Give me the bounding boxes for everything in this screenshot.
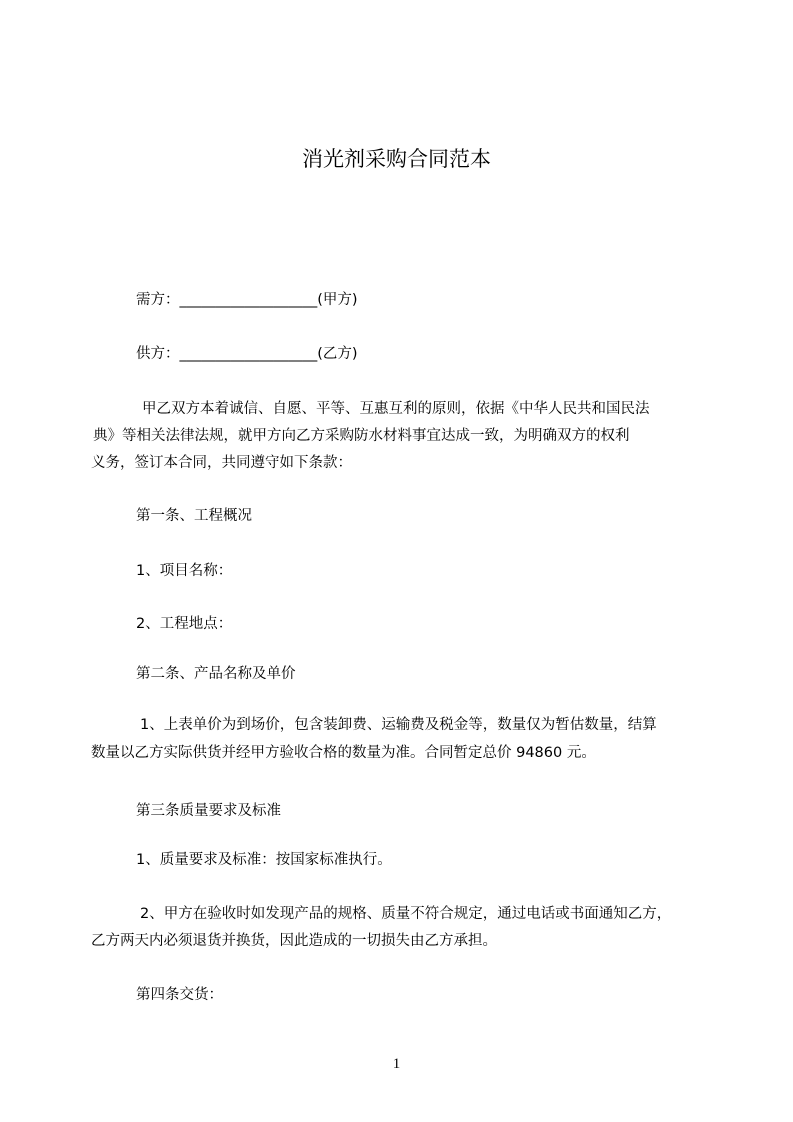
party-b-line: 供方：___________________(乙方) xyxy=(136,346,358,362)
clause-line: 1、项目名称： xyxy=(136,563,233,579)
article-heading: 第一条、工程概况 xyxy=(136,508,252,524)
article-heading: 第二条、产品名称及单价 xyxy=(136,666,296,682)
article-heading: 第四条交货： xyxy=(136,987,223,1003)
clause-line: 2、工程地点： xyxy=(136,616,233,632)
clause-line: 1、上表单价为到场价，包含装卸费、运输费及税金等，数量仅为暂估数量，结算 xyxy=(140,717,657,733)
document-title: 消光剂采购合同范本 xyxy=(302,147,491,171)
party-a-line: 需方：___________________(甲方) xyxy=(136,292,358,308)
clause-line: 乙方两天内必须退货并换货，因此造成的一切损失由乙方承担。 xyxy=(91,933,497,949)
article-heading: 第三条质量要求及标准 xyxy=(136,803,281,819)
clause-line: 数量以乙方实际供货并经甲方验收合格的数量为准。合同暂定总价 94860 元。 xyxy=(91,745,596,761)
page-number: 1 xyxy=(392,1056,401,1072)
clause-line: 1、质量要求及标准：按国家标准执行。 xyxy=(136,852,392,868)
preamble-line: 甲乙双方本着诚信、自愿、平等、互惠互利的原则，依据《中华人民共和国民法 xyxy=(142,401,650,417)
clause-line: 2、甲方在验收时如发现产品的规格、质量不符合规定，通过电话或书面通知乙方， xyxy=(140,906,672,922)
preamble-line: 义务，签订本合同，共同遵守如下条款： xyxy=(91,455,352,471)
preamble-line: 典》等相关法律法规，就甲方向乙方采购防水材料事宜达成一致，为明确双方的权利 xyxy=(93,428,630,444)
